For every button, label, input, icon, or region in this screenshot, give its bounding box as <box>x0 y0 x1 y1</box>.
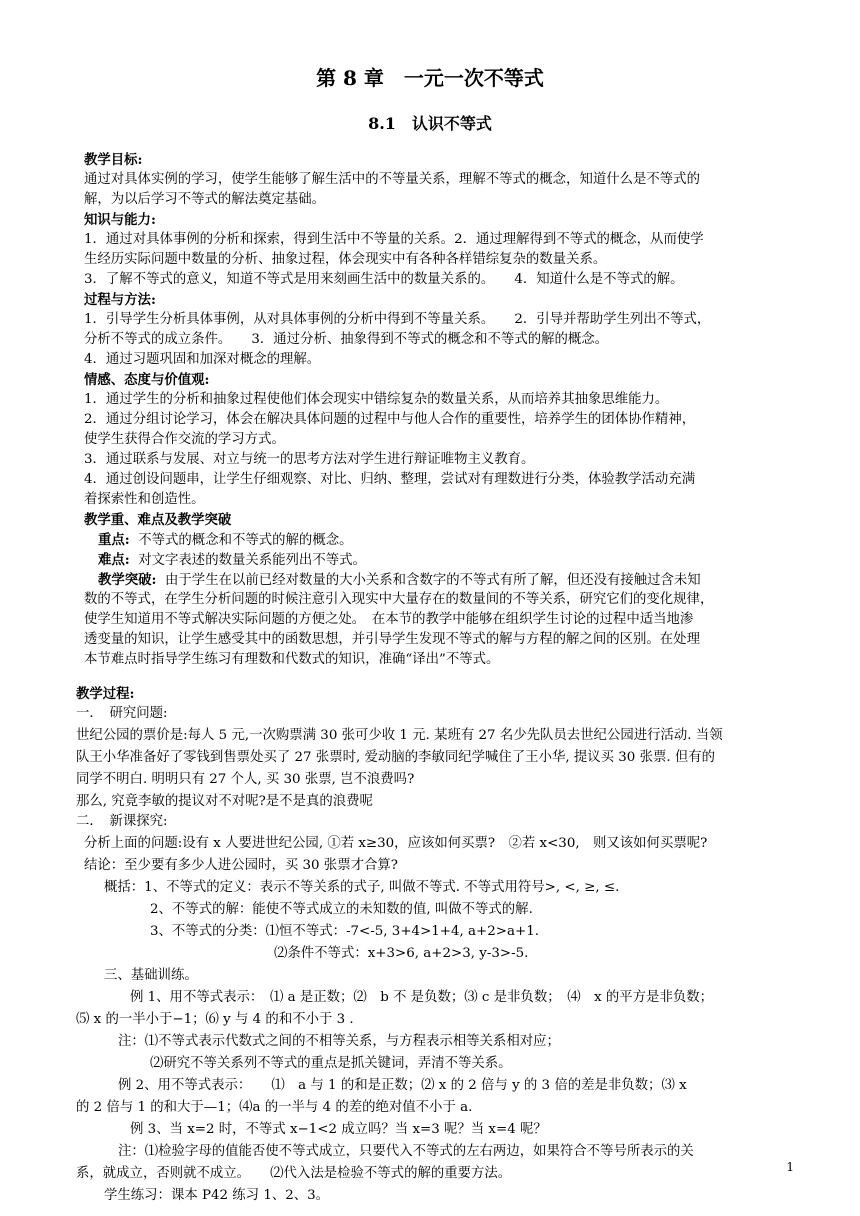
difficulty-line <box>98 550 366 571</box>
text-line: 本节难点时指导学生练习有理数和代数式的知识，准确“译出”不等式。 <box>84 652 500 667</box>
difficulty-label: 难点: <box>98 552 130 568</box>
text-line: 结论：至少要有多少人进公园时，买 30 张票才合算? <box>84 858 398 873</box>
text-line: ⑸ x 的一半小于−1；⑹ y 与 4 的和不小于 3 . <box>76 1012 354 1027</box>
text-line: 4．通过创设问题串，让学生仔细观察、对比、归纳、整理，尝试对有理数进行分类，体验教学活动充满 <box>84 472 696 487</box>
heading-teaching-goals: 教学目标: <box>84 152 143 168</box>
breakthrough-label: 教学突破: <box>98 572 157 588</box>
heading-process: 过程与方法: <box>84 292 156 308</box>
text-line: 例 3、当 x=2 时，不等式 x−1<2 成立吗？当 x=3 呢？当 x=4 呢？ <box>130 1122 547 1137</box>
text-line: 3、不等式的分类：⑴恒不等式：-7<-5, 3+4>1+4, a+2>a+1. <box>150 924 539 939</box>
text-line: ⑵条件不等式：x+3>6, a+2>3, y-3>-5. <box>274 946 529 961</box>
subheading-basic-training: 三、基础训练。 <box>104 968 198 983</box>
text-line: 使学生获得合作交流的学习方式。 <box>84 432 285 447</box>
key-point-text: 不等式的概念和不等式的解的概念。 <box>138 533 353 548</box>
difficulty-text: 对文字表述的数量关系能列出不等式。 <box>138 553 366 568</box>
text-line: 的 2 倍与 1 的和大于—1；⑷a 的一半与 4 的差的绝对值不小于 a. <box>76 1100 473 1115</box>
text-line: 数的不等式，在学生分析问题的时候注意引入现实中大量存在的数量间的不等关系，研究它们的变化规律， <box>84 592 714 607</box>
text-line: 概括：1、不等式的定义：表示不等关系的式子, 叫做不等式. 不等式用符号>, <, ≥, ≤. <box>104 880 620 895</box>
subheading-new-lesson: 二． 新课探究: <box>76 814 168 829</box>
subheading-research: 一． 研究问题: <box>76 706 168 721</box>
text-line: 通过对具体实例的学习，使学生能够了解生活中的不等量关系，理解不等式的概念，知道什么是不等式的 <box>84 172 700 187</box>
text-line: 队王小华准备好了零钱到售票处买了 27 张票时, 爱动脑的李敏同纪学喊住了王小华, 提议买 30 张票. 但有的 <box>76 750 716 765</box>
heading-teaching-process: 教学过程: <box>76 686 135 702</box>
text-line: 2、不等式的解：能使不等式成立的未知数的值, 叫做不等式的解. <box>150 902 533 917</box>
text-line: 世纪公园的票价是:每人 5 元,一次购票满 30 张可少收 1 元. 某班有 27 名少先队员去世纪公园进行活动. 当领 <box>76 728 723 743</box>
section-title: 8.1 认识不等式 <box>368 114 492 133</box>
heading-key-points: 教学重、难点及教学突破 <box>84 512 232 528</box>
text-line: 学生练习：课本 P42 练习 1、2、3。 <box>104 1188 330 1203</box>
text-line: 那么, 究竟李敏的提议对不对呢?是不是真的浪费呢 <box>76 794 373 809</box>
heading-emotion: 情感、态度与价值观: <box>84 372 210 388</box>
key-point-line <box>98 530 353 551</box>
page-number: 1 <box>786 1160 794 1174</box>
breakthrough-text: 由于学生在以前已经对数量的大小关系和含数字的不等式有所了解，但还没有接触过含未知 <box>165 573 701 588</box>
text-line: 分析不等式的成立条件。 3．通过分析、抽象得到不等式的概念和不等式的解的概念。 <box>84 332 609 347</box>
text-line: 分析上面的问题:设有 x 人要进世纪公园, ①若 x≥30，应该如何买票? ②若 x<30, 则又该如何买票呢? <box>84 836 708 851</box>
text-line: 1．引导学生分析具体事例，从对具体事例的分析中得到不等量关系。 2．引导并帮助学生列出不等式， <box>84 312 711 327</box>
text-line: 例 1、用不等式表示： ⑴ a 是正数；⑵ b 不 是负数；⑶ c 是非负数； ⑷ x 的平方是非负数； <box>130 990 714 1005</box>
heading-knowledge: 知识与能力: <box>84 212 156 228</box>
text-line: 系，就成立，否则就不成立。 ⑵代入法是检验不等式的解的重要方法。 <box>76 1166 512 1181</box>
text-line: ⑵研究不等关系列不等式的重点是抓关键词，弄清不等关系。 <box>150 1056 512 1071</box>
text-line: 1．通过学生的分析和抽象过程使他们体会现实中错综复杂的数量关系，从而培养其抽象思维能力。 <box>84 392 669 407</box>
text-line: 3．了解不等式的意义，知道不等式是用来刻画生活中的数量关系的。 4．知道什么是不等式的解。 <box>84 272 684 287</box>
text-line: 解，为以后学习不等式的解法奠定基础。 <box>84 192 326 207</box>
text-line: 3．通过联系与发展、对立与统一的思考方法对学生进行辩证唯物主义教育。 <box>84 452 535 467</box>
breakthrough-line <box>98 570 701 591</box>
text-line: 4．通过习题巩固和加深对概念的理解。 <box>84 352 321 367</box>
key-point-label: 重点: <box>98 532 130 548</box>
text-line: 2．通过分组讨论学习，体会在解决具体问题的过程中与他人合作的重要性，培养学生的团体协作精神， <box>84 412 696 427</box>
text-line: 生经历实际问题中数量的分析、抽象过程，体会现实中有各种各样错综复杂的数量关系。 <box>84 252 607 267</box>
text-line: 1．通过对具体事例的分析和探索，得到生活中不等量的关系。2．通过理解得到不等式的概念，从而使学 <box>84 232 704 247</box>
text-line: 注：⑴检验字母的值能否使不等式成立，只要代入不等式的左右两边，如果符合不等号所表示的关 <box>118 1144 694 1159</box>
text-line: 着探索性和创造性。 <box>84 492 205 507</box>
chapter-title: 第 8 章 一元一次不等式 <box>316 66 544 90</box>
text-line: 注：⑴不等式表示代数式之间的不相等关系，与方程表示相等关系相对应； <box>118 1034 560 1049</box>
text-line: 使学生知道用不等式解决实际问题的方便之处。 在本节的教学中能够在组织学生讨论的过程中适当地渗 <box>84 612 694 627</box>
text-line: 例 2、用不等式表示： ⑴ a 与 1 的和是正数；⑵ x 的 2 倍与 y 的 3 倍的差是非负数；⑶ x <box>118 1078 687 1093</box>
text-line: 同学不明白. 明明只有 27 个人, 买 30 张票, 岂不浪费吗? <box>76 772 415 787</box>
text-line: 透变量的知识，让学生感受其中的函数思想，并引导学生发现不等式的解与方程的解之间的区别。在处理 <box>84 632 700 647</box>
